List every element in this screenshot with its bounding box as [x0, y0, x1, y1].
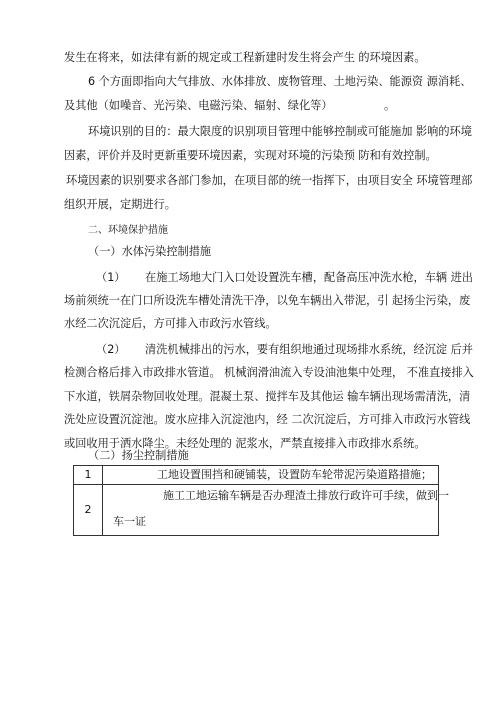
text-line: 在施工场地大门入口处设置洗车槽，配备高压冲洗水枪，车辆 进出 [145, 271, 473, 284]
dust-control-table [73, 465, 449, 536]
text-line: 或回收用于洒水降尘。未经处理的 泥浆水，严禁直接排入市政排水系统。 [64, 437, 426, 450]
row-text-content: 工地设置围挡和硬铺装，设置防车轮带泥污染道路措施； [157, 468, 432, 481]
row-text-content: 施工工地运输车辆是否办理渣土排放行政许可手续，做到一 [163, 489, 449, 502]
table-row [74, 485, 439, 536]
text-line: 检测合格后排入市政排水管道。 机械润滑油流入专设油池集中处理， 不准直接排入 [64, 366, 474, 379]
item-number: （2） [96, 343, 126, 356]
text-line: 洗处应设置沉淀池。废水应排入沉淀池内，经 二次沉淀后，方可排入市政污水管线 [64, 413, 471, 426]
text-line: 发生在将来，如法律有新的规定或工程新建时发生将会产生 的环境因素。 [64, 51, 426, 64]
text-line: 组织开展，定期进行。 [64, 198, 176, 211]
text-line: 因素，评价并及时更新重要环境因素，实现对环境的污染预 防和有效控制。 [64, 149, 437, 162]
item-number: （1） [96, 271, 126, 284]
text-line: 环境因素的识别要求各部门参加，在项目部的统一指挥下，由项目安全 环境管理部 [66, 174, 473, 187]
table-row [74, 466, 439, 485]
subsection-heading: （一）水体污染控制措施 [88, 245, 212, 258]
row-number: 1 [74, 466, 103, 485]
row-text-continuation: 车一证 [113, 515, 146, 528]
text-line: 水经二次沉淀后，方可排入市政污水管线。 [64, 317, 277, 330]
section-heading: 二、环境保护措施 [88, 225, 168, 236]
row-number: 2 [74, 485, 103, 536]
text-line: 清洗机械排出的污水，要有组织地通过现场排水系统，经沉淀 后并 [145, 343, 473, 356]
text-line: 。 [384, 99, 396, 112]
text-line: 场前须统一在门口所设洗车槽处清洗干净，以免车辆出入带泥，引 起扬尘污染，废 [64, 294, 471, 307]
text-line: 及其他（如噪音、光污染、电磁污染、辐射、绿化等） [64, 99, 333, 112]
text-line: 下水道，铁屑杂物回收处理。混凝土泵、搅拌车及其他运 输车辆出现场需清洗，清 [64, 390, 471, 403]
text-line: 环境识别的目的：最大限度的识别项目管理中能够控制或可能施加 影响的环境 [88, 125, 472, 138]
row-text [103, 485, 449, 536]
row-text [103, 466, 439, 485]
subsection-heading: （二）扬尘控制措施 [88, 449, 189, 462]
text-line: 6 个方面即指向大气排放、水体排放、废物管理、土地污染、能源资 源消耗、 [88, 75, 472, 88]
